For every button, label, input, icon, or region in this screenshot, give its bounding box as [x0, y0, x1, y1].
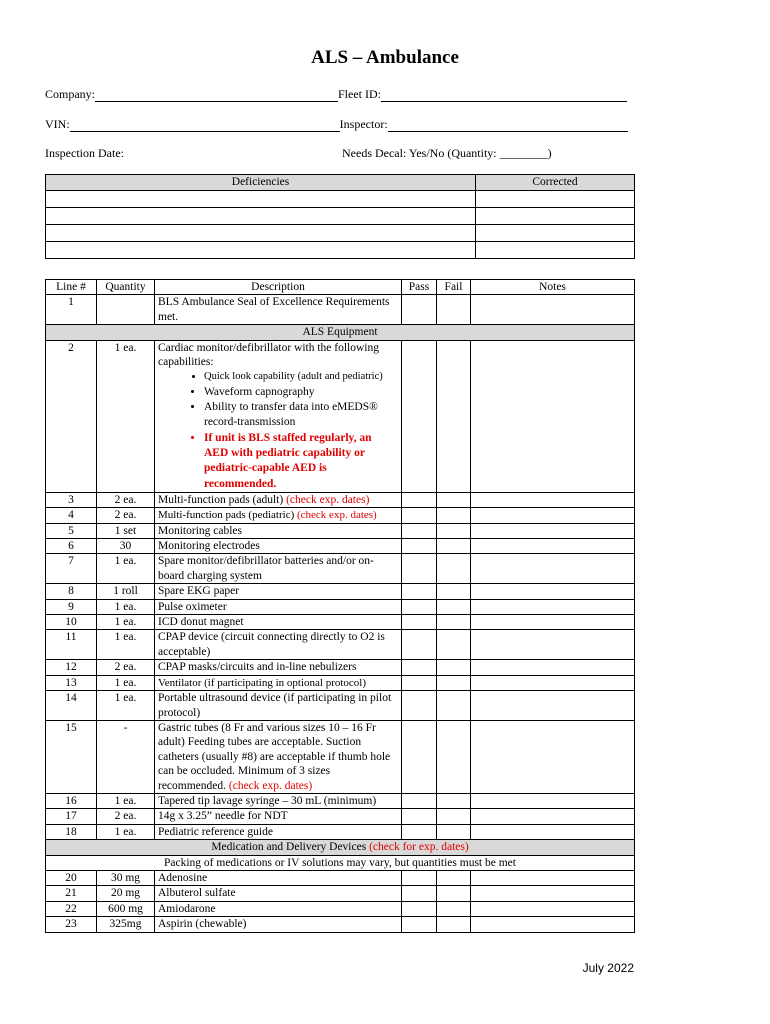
pass-cell[interactable]	[402, 539, 437, 554]
pass-header: Pass	[402, 280, 437, 295]
footer-date: July 2022	[582, 961, 634, 975]
table-row: 16 1 ea. Tapered tip lavage syringe – 30 mL (minimum)	[46, 793, 635, 808]
pass-cell[interactable]	[402, 824, 437, 839]
table-row: 1 BLS Ambulance Seal of Excellence Requirements met.	[46, 295, 635, 325]
pass-cell[interactable]	[402, 523, 437, 538]
notes-header: Notes	[471, 280, 635, 295]
fail-cell[interactable]	[437, 523, 471, 538]
fail-cell[interactable]	[437, 809, 471, 824]
corrected-header: Corrected	[476, 175, 635, 191]
notes-cell[interactable]	[471, 539, 635, 554]
fail-cell[interactable]	[437, 870, 471, 885]
table-row: 7 1 ea. Spare monitor/defibrillator batteries and/or on-board charging system	[46, 554, 635, 584]
pass-cell[interactable]	[402, 584, 437, 599]
pass-cell[interactable]	[402, 630, 437, 660]
equipment-table	[45, 279, 635, 933]
table-row: 10 1 ea. ICD donut magnet	[46, 615, 635, 630]
pass-cell[interactable]	[402, 675, 437, 690]
section-als-equipment: ALS Equipment	[46, 325, 635, 340]
company-field[interactable]	[45, 87, 627, 102]
fail-cell[interactable]	[437, 630, 471, 660]
notes-cell[interactable]	[471, 870, 635, 885]
pass-cell[interactable]	[402, 720, 437, 793]
fail-cell[interactable]	[437, 340, 471, 492]
page-title: ALS – Ambulance	[311, 47, 459, 68]
table-row: 20 30 mg Adenosine	[46, 870, 635, 885]
fail-cell[interactable]	[437, 539, 471, 554]
fail-cell[interactable]	[437, 295, 471, 325]
fail-cell[interactable]	[437, 554, 471, 584]
pass-cell[interactable]	[402, 901, 437, 916]
notes-cell[interactable]	[471, 523, 635, 538]
description-header: Description	[155, 280, 402, 295]
notes-cell[interactable]	[471, 630, 635, 660]
table-row: 22 600 mg Amiodarone	[46, 901, 635, 916]
table-row: 11 1 ea. CPAP device (circuit connecting directly to O2 is acceptable)	[46, 630, 635, 660]
deficiency-row[interactable]	[46, 191, 635, 208]
deficiencies-header: Deficiencies	[46, 175, 476, 191]
table-row: 18 1 ea. Pediatric reference guide	[46, 824, 635, 839]
vin-label: VIN:	[45, 117, 70, 131]
inspector-label: Inspector:	[339, 117, 388, 131]
deficiency-row[interactable]	[46, 208, 635, 225]
vin-field[interactable]	[45, 117, 628, 132]
fail-cell[interactable]	[437, 660, 471, 675]
notes-cell[interactable]	[471, 554, 635, 584]
pass-cell[interactable]	[402, 793, 437, 808]
table-row: 23 325mg Aspirin (chewable)	[46, 917, 635, 932]
quantity-header: Quantity	[97, 280, 155, 295]
pass-cell[interactable]	[402, 295, 437, 325]
table-row: 9 1 ea. Pulse oximeter	[46, 599, 635, 614]
table-row: 17 2 ea. 14g x 3.25” needle for NDT	[46, 809, 635, 824]
notes-cell[interactable]	[471, 508, 635, 523]
packing-note: Packing of medications or IV solutions may vary, but quantities must be met	[46, 855, 635, 870]
needs-decal-label: Needs Decal: Yes/No (Quantity: ________)	[342, 146, 552, 160]
table-row: 21 20 mg Albuterol sulfate	[46, 886, 635, 901]
notes-cell[interactable]	[471, 295, 635, 325]
deficiency-row[interactable]	[46, 242, 635, 259]
section-medication: Medication and Delivery Devices (check for exp. dates)	[46, 840, 635, 855]
notes-cell[interactable]	[471, 720, 635, 793]
table-row: 15 - Gastric tubes (8 Fr and various sizes 10 – 16 Fr adult) Feeding tubes are acceptable. Suction catheters (usually #8) are acceptable if thumb hole can be occluded. Minimum of 3 sizes recommended. (check exp. dates)	[46, 720, 635, 793]
fail-cell[interactable]	[437, 886, 471, 901]
pass-cell[interactable]	[402, 870, 437, 885]
table-row: 3 2 ea. Multi-function pads (adult) (check exp. dates)	[46, 492, 635, 507]
pass-cell[interactable]	[402, 615, 437, 630]
fail-cell[interactable]	[437, 901, 471, 916]
fail-cell[interactable]	[437, 720, 471, 793]
inspection-date-label: Inspection Date:	[45, 146, 124, 160]
notes-cell[interactable]	[471, 901, 635, 916]
fail-cell[interactable]	[437, 492, 471, 507]
table-row: 6 30 Monitoring electrodes	[46, 539, 635, 554]
notes-cell[interactable]	[471, 886, 635, 901]
fail-cell[interactable]	[437, 793, 471, 808]
notes-cell[interactable]	[471, 691, 635, 721]
fail-cell[interactable]	[437, 584, 471, 599]
notes-cell[interactable]	[471, 660, 635, 675]
fleet-id-label: Fleet ID:	[338, 87, 381, 101]
notes-cell[interactable]	[471, 824, 635, 839]
table-row: 14 1 ea. Portable ultrasound device (if participating in pilot protocol)	[46, 691, 635, 721]
table-row: 12 2 ea. CPAP masks/circuits and in-line nebulizers	[46, 660, 635, 675]
pass-cell[interactable]	[402, 492, 437, 507]
company-label: Company:	[45, 87, 95, 101]
fail-cell[interactable]	[437, 675, 471, 690]
pass-cell[interactable]	[402, 660, 437, 675]
deficiency-row[interactable]	[46, 225, 635, 242]
pass-cell[interactable]	[402, 508, 437, 523]
pass-cell[interactable]	[402, 340, 437, 492]
fail-cell[interactable]	[437, 599, 471, 614]
fail-cell[interactable]	[437, 615, 471, 630]
notes-cell[interactable]	[471, 675, 635, 690]
pass-cell[interactable]	[402, 917, 437, 932]
fail-cell[interactable]	[437, 917, 471, 932]
notes-cell[interactable]	[471, 809, 635, 824]
pass-cell[interactable]	[402, 809, 437, 824]
notes-cell[interactable]	[471, 793, 635, 808]
notes-cell[interactable]	[471, 615, 635, 630]
fail-cell[interactable]	[437, 691, 471, 721]
pass-cell[interactable]	[402, 554, 437, 584]
fail-header: Fail	[437, 280, 471, 295]
table-row: 2 1 ea. Cardiac monitor/defibrillator with the following capabilities: • Quick look capability (adult and pediatric) • Waveform capnography • Ability to transfer data into eMEDS® record-transmission • If unit is BLS staffed regularly, an AED with pediatric capability or pediatric-capable AED is recommended.	[46, 340, 635, 492]
pass-cell[interactable]	[402, 886, 437, 901]
notes-cell[interactable]	[471, 340, 635, 492]
fail-cell[interactable]	[437, 508, 471, 523]
notes-cell[interactable]	[471, 599, 635, 614]
line-header: Line #	[46, 280, 97, 295]
notes-cell[interactable]	[471, 917, 635, 932]
table-row: 5 1 set Monitoring cables	[46, 523, 635, 538]
pass-cell[interactable]	[402, 599, 437, 614]
notes-cell[interactable]	[471, 584, 635, 599]
table-row: 4 2 ea. Multi-function pads (pediatric) (check exp. dates)	[46, 508, 635, 523]
table-row: 8 1 roll Spare EKG paper	[46, 584, 635, 599]
notes-cell[interactable]	[471, 492, 635, 507]
fail-cell[interactable]	[437, 824, 471, 839]
pass-cell[interactable]	[402, 691, 437, 721]
table-row: 13 1 ea. Ventilator (if participating in optional protocol)	[46, 675, 635, 690]
deficiency-table	[45, 174, 635, 259]
